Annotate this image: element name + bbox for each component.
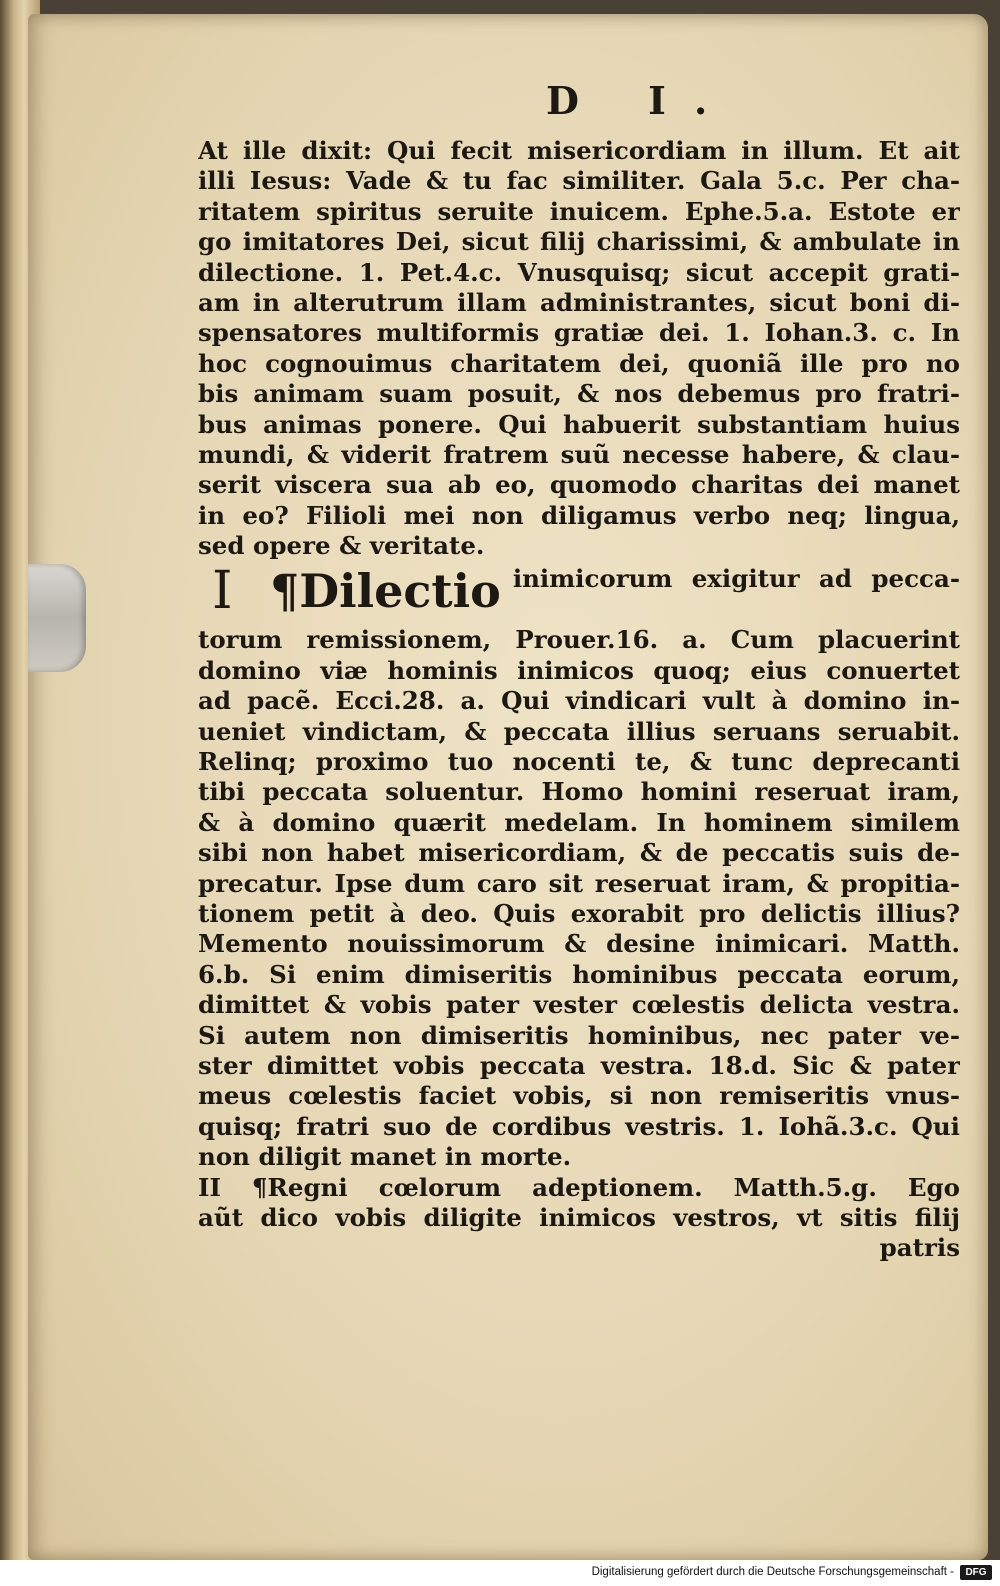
text-line: bus animas ponere. Qui habuerit substantiam huius [198, 409, 960, 439]
text-line: go imitatores Dei, sicut filij charissimi, & ambulate in [198, 227, 960, 257]
text-line: quisq; fratri suo de cordibus vestris. 1. Iohã.3.c. Qui [198, 1111, 960, 1141]
text-line: in eo? Filioli mei non diligamus verbo neq; lingua, [198, 500, 960, 530]
section-heading-rest: inimicorum exigitur ad pecca- [512, 564, 960, 594]
text-line: 6.b. Si enim dimiseritis hominibus peccata eorum, [198, 959, 960, 989]
text-line: meus cœlestis faciet vobis, si non remiseritis vnus- [198, 1081, 960, 1111]
text-line: ritatem spiritus seruite inuicem. Ephe.5.a. Estote er [198, 196, 960, 226]
text-line: dimittet & vobis pater vester cœlestis delicta vestra. [198, 990, 960, 1020]
text-line: sed opere & veritate. [198, 531, 485, 561]
text-line: precatur. Ipse dum caro sit reseruat iram, & propitia- [198, 868, 960, 898]
text-line: sibi non habet misericordiam, & de peccatis suis de- [198, 838, 960, 868]
text-line: & à domino quærit medelam. In hominem similem [198, 807, 960, 837]
text-line: Si autem non dimiseritis hominibus, nec pater ve- [198, 1020, 960, 1050]
text-line: illi Iesus: Vade & tu fac similiter. Gala 5.c. Per cha- [198, 166, 960, 196]
signature-mark: D I. [546, 78, 736, 123]
page-clip [28, 564, 86, 672]
text-line: At ille dixit: Qui fecit misericordiam in illum. Et ait [198, 136, 960, 165]
text-line: spensatores multiformis gratiæ dei. 1. Iohan.3. c. In [198, 318, 960, 348]
text-block-2 [198, 625, 960, 1172]
text-line: tibi peccata soluentur. Homo homini reseruat iram, [198, 777, 960, 807]
text-line: mundi, & viderit fratrem suũ necesse habere, & clau- [198, 439, 960, 469]
text-line: bis animam suam posuit, & nos debemus pro fratri- [198, 379, 960, 409]
catchword: patris [879, 1233, 960, 1263]
section-heading-1 [198, 563, 960, 625]
text-line: serit viscera sua ab eo, quomodo charitas dei manet [198, 470, 960, 500]
section-heading-2: II ¶Regni cœlorum adeptionem. Matth.5.g. Ego [198, 1172, 960, 1202]
text-line: tionem petit à deo. Quis exorabit pro delictis illius? [198, 898, 960, 928]
text-line: ad pacẽ. Ecci.28. a. Qui vindicari vult à domino in- [198, 686, 960, 716]
text-line: Relinq; proximo tuo nocenti te, & tunc deprecanti [198, 747, 960, 777]
text-line: dilectione. 1. Pet.4.c. Vnusquisq; sicut accepit grati- [198, 257, 960, 287]
section-initial-word: ¶Dilectio [270, 564, 501, 619]
text-line: hoc cognouimus charitatem dei, quoniã ille pro no [198, 348, 960, 378]
section-number: I [212, 561, 233, 622]
text-line-last: aũt dico vobis diligite inimicos vestros, vt sitis filij [198, 1202, 960, 1232]
dfg-logo: DFG [960, 1565, 992, 1580]
text-line: am in alterutrum illam administrantes, sicut boni di- [198, 287, 960, 317]
text-line: domino viæ hominis inimicos quoq; eius conuertet [198, 655, 960, 685]
text-line: ueniet vindictam, & peccata illius seruans seruabit. [198, 716, 960, 746]
text-block-1 [198, 136, 960, 561]
text-line: non diligit manet in morte. [198, 1142, 572, 1172]
footer-credit: Digitalisierung gefördert durch die Deutsche Forschungsgemeinschaft - [591, 1566, 954, 1578]
text-line: torum remissionem, Prouer.16. a. Cum placuerint [198, 625, 960, 655]
text-line: Memento nouissimorum & desine inimicari. Matth. [198, 929, 960, 959]
footer-bar [0, 1560, 1000, 1586]
text-line: ster dimittet vobis peccata vestra. 18.d. Sic & pater [198, 1050, 960, 1080]
page-text [198, 136, 960, 1264]
